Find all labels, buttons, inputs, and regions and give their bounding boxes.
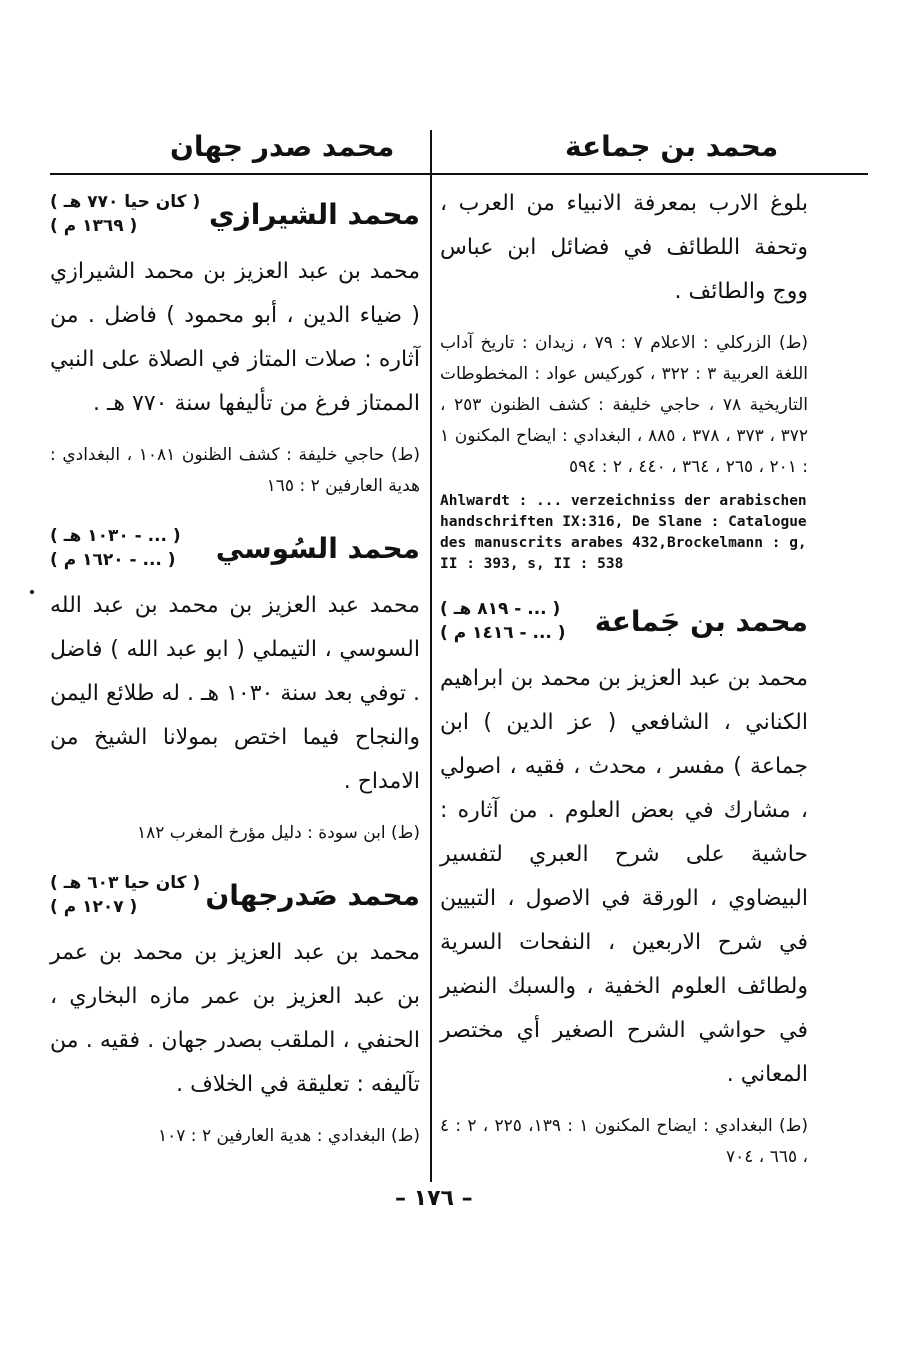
right-column-header: محمد بن جماعة: [565, 130, 779, 163]
entry-name: محمد السُوسي: [215, 531, 420, 565]
entry-references: (ط) حاجي خليفة : كشف الظنون ١٠٨١ ، البغدادي : هدية العارفين ٢ : ١٦٥: [50, 445, 420, 496]
dates-gregorian: ( ... - ١٤١٦ م ): [440, 623, 566, 643]
entry-heading: [50, 871, 420, 919]
dates-hijri: ( كان حيا ٦٠٣ هـ ): [50, 873, 201, 893]
margin-dot: [30, 590, 34, 594]
entry-name: محمد الشيرازي: [208, 197, 420, 231]
entry-name: محمد صَدرجهان: [205, 878, 420, 912]
entry-heading: [50, 524, 420, 572]
entry-body: محمد بن عبد العزيز بن محمد الشيرازي ( ضياء الدين ، أبو محمود ) فاضل . من آثاره : صلات المتاز في الصلاة على النبي الممتاز فرغ من تأليفها سنة ٧٧٠ هـ .: [50, 259, 420, 416]
dates-hijri: ( ... - ٨١٩ هـ ): [440, 599, 561, 619]
entry-references: (ط) البغدادي : ايضاح المكنون ١ : ١٣٩، ٢٢٥ ، ٢ : ٤ ، ٦٦٥ ، ٧٠٤: [440, 1116, 808, 1167]
dates-gregorian: ( ... - ١٦٢٠ م ): [50, 550, 176, 570]
entry-heading: [50, 190, 420, 238]
column-divider: [430, 130, 432, 1182]
entry-dates: [440, 597, 566, 645]
entry-references: (ط) البغدادي : هدية العارفين ٢ : ١٠٧: [157, 1126, 420, 1146]
dates-gregorian: ( ١٢٠٧ م ): [50, 897, 138, 917]
entry-body: محمد بن عبد العزيز بن محمد بن عمر بن عبد العزيز بن عمر مازه البخاري ، الحنفي ، الملقب بصدر جهان . فقيه . من تآليفه : تعليقة في الخلاف .: [50, 940, 420, 1097]
right-column: [440, 182, 808, 1173]
dates-hijri: ( ... - ١٠٣٠ هـ ): [50, 526, 181, 546]
continued-text: بلوغ الارب بمعرفة الانبياء من العرب ، وتحفة اللطائف في فضائل ابن عباس ووج والطائف .: [440, 191, 808, 304]
entry-dates: [50, 871, 200, 919]
left-column-header: محمد صدر جهان: [170, 130, 395, 163]
latin-references: Ahlwardt : ... verzeichniss der arabischen handschriften IX:316, De Slane : Catalogue des manuscrits arabes 432,Brockelmann : g, II : 393, s, II : 538: [440, 493, 807, 572]
header-rule: [50, 173, 868, 175]
references: (ط) الزركلي : الاعلام ٧ : ٧٩ ، زيدان : تاريخ آداب اللغة العربية ٣ : ٣٢٢ ، كوركيس عواد : المخطوطات التاريخية ٧٨ ، حاجي خليفة : كشف الظنون ٢٥٣ ، ٣٧٢ ، ٣٧٣ ، ٣٧٨ ، ٨٨٥ ، البغدادي : ايضاح المكنون ١ : ٢٠١ ، ٢٦٥ ، ٣٦٤ ، ٤٤٠ ، ٢ : ٥٩٤: [440, 333, 809, 477]
entry-dates: [50, 190, 200, 238]
left-column: [50, 182, 420, 1152]
dates-gregorian: ( ١٣٦٩ م ): [50, 216, 138, 236]
dates-hijri: ( كان حيا ٧٧٠ هـ ): [50, 192, 201, 212]
entry-body: محمد عبد العزيز بن محمد بن عبد الله السوسي ، التيملي ( ابو عبد الله ) فاضل . توفي بعد سنة ١٠٣٠ هـ . له طلائع اليمن والنجاح فيما اختص بمولانا الشيخ من الامداح .: [50, 593, 420, 794]
page-number: – ١٧٦ –: [395, 1186, 473, 1211]
entry-name: محمد بن جَماعة: [594, 604, 808, 638]
entry-references: (ط) ابن سودة : دليل مؤرخ المغرب ١٨٢: [137, 823, 420, 843]
entry-body: محمد بن عبد العزيز بن محمد بن ابراهيم الكناني ، الشافعي ( عز الدين ) ابن جماعة ) مفسر ، محدث ، فقيه ، اصولي ، مشارك في بعض العلوم . من آثاره : حاشية على شرح العبري لتفسير البيضاوي ، الورقة في الاصول ، التبيين في شرح الاربعين ، النفحات السرية ولطائف العلوم الخفية ، والسبك النضير في حواشي الشرح الصغير أي مختصر المعاني .: [440, 666, 808, 1087]
entry-heading: [440, 597, 808, 645]
entry-dates: [50, 524, 181, 572]
